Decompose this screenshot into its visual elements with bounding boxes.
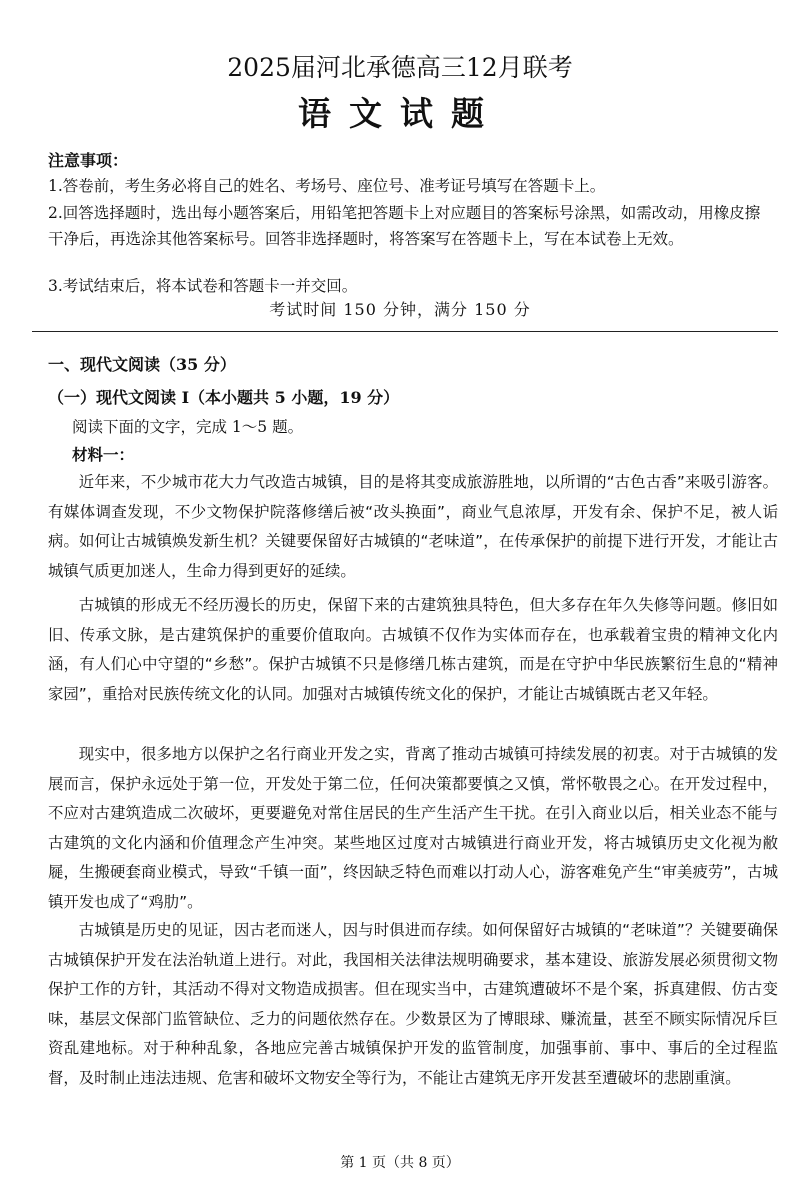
subsection-title: （一）现代文阅读 I（本小题共 5 小题，19 分） [48,388,400,407]
section-title: 一、现代文阅读（35 分） [48,355,236,374]
notice-item-2: 2.回答选择题时，选出每小题答案后，用铅笔把答题卡上对应题目的答案标号涂黑，如需改动，用橡皮擦干净后，再选涂其他答案标号。回答非选择题时，将答案写在答题卡上，写在本试卷上无效。 [48,204,761,248]
notice-title: 注意事项： [48,151,129,170]
subject-title: 语文试题 [298,94,502,133]
divider [32,331,778,332]
paragraph-3: 现实中，很多地方以保护之名行商业开发之实，背离了推动古城镇可持续发展的初衷。对于古城镇的发展而言，保护永远处于第一位，开发处于第二位，任何决策都要慎之又慎，常怀敬畏之心。在开发过程中，不应对古建筑造成二次破坏，更要避免对常住居民的生产生活产生干扰。在引入商业以后，相关业态不能与古建筑的文化内涵和价值理念产生冲突。某些地区过度对古城镇进行商业开发，将古城镇历史文化视为敝屣，生搬硬套商业模式，导致“千镇一面”，终因缺乏特色而难以打动人心，游客难免产生“审美疲劳”，古城镇开发也成了“鸡肋”。 [48,745,778,911]
page-number: 第 1 页（共 8 页） [340,1155,460,1171]
notice-item-1: 1.答卷前，考生务必将自己的姓名、考场号、座位号、准考证号填写在答题卡上。 [48,177,606,195]
exam-title: 2025届河北承德高三12月联考 [227,53,573,82]
paragraph-2: 古城镇的形成无不经历漫长的历史，保留下来的古建筑独具特色，但大多存在年久失修等问题。修旧如旧、传承文脉，是古建筑保护的重要价值取向。古城镇不仅作为实体而存在，也承载着宝贵的精神文化内涵，有人们心中守望的“乡愁”。保护古城镇不只是修缮几栋古建筑，而是在守护中华民族繁衍生息的“精神家园”，重拾对民族传统文化的认同。加强对古城镇传统文化的保护，才能让古城镇既古老又年轻。 [48,596,778,703]
notice-item-3: 3.考试结束后，将本试卷和答题卡一并交回。 [48,277,358,295]
paragraph-1: 近年来，不少城市花大力气改造古城镇，目的是将其变成旅游胜地，以所谓的“古色古香”来吸引游客。有媒体调查发现，不少文物保护院落修缮后被“改头换面”，商业气息浓厚，开发有余、保护不足，被人诟病。如何让古城镇焕发新生机？关键要保留好古城镇的“老味道”，在传承保护的前提下进行开发，才能让古城镇气质更加迷人，生命力得到更好的延续。 [48,473,778,580]
exam-time-info: 考试时间 150 分钟，满分 150 分 [269,300,531,319]
paragraph-4: 古城镇是历史的见证，因古老而迷人，因与时俱进而存续。如何保留好古城镇的“老味道”？关键要确保古城镇保护开发在法治轨道上进行。对此，我国相关法律法规明确要求，基本建设、旅游发展必须贯彻文物保护工作的方针，其活动不得对文物造成损害。但在现实当中，古建筑遭破坏不是个案，拆真建假、仿古变味，基层文保部门监管缺位、乏力的问题依然存在。少数景区为了博眼球、赚流量，甚至不顾实际情况斥巨资乱建地标。对于种种乱象，各地应完善古城镇保护开发的监管制度，加强事前、事中、事后的全过程监督，及时制止违法违规、危害和破坏文物安全等行为，不能让古建筑无序开发甚至遭破坏的悲剧重演。 [48,921,778,1087]
reading-instruction: 阅读下面的文字，完成 1～5 题。 [72,418,304,436]
material-label: 材料一： [72,445,135,464]
